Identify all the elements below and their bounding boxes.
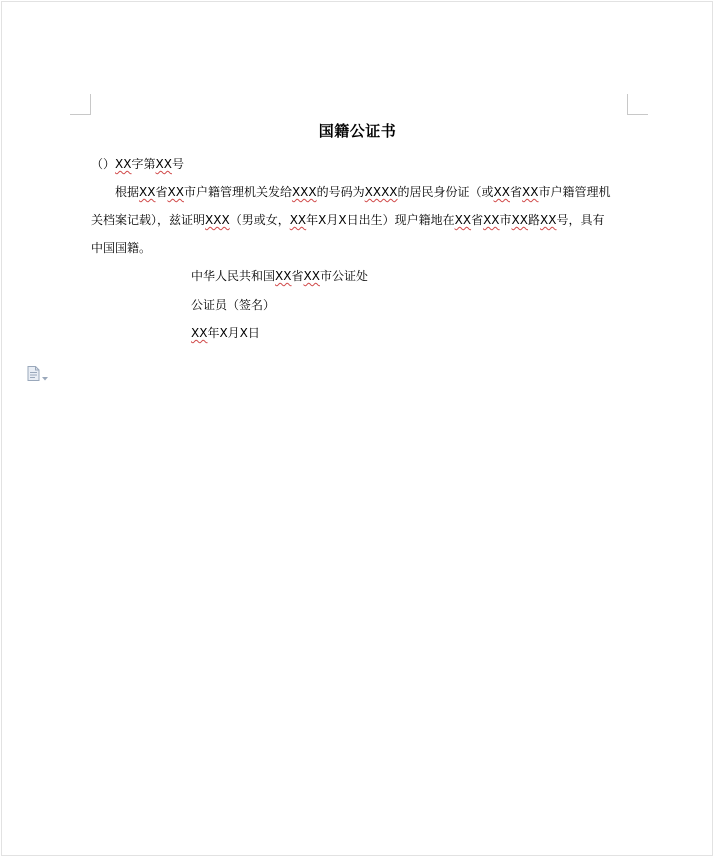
margin-corner-top-right	[627, 94, 648, 115]
body-text: 号，具有	[556, 213, 605, 227]
body-text: 的居民身份证（或	[397, 185, 494, 199]
body-text: 根据	[115, 185, 140, 199]
ref-placeholder-1: XX	[115, 157, 132, 171]
issuer-line[interactable]	[191, 268, 368, 284]
ref-suffix: 号	[171, 157, 184, 171]
placeholder-text: XX	[303, 269, 320, 283]
placeholder-text: XXX	[205, 213, 230, 227]
placeholder-text: XX	[275, 269, 292, 283]
placeholder-text: XX	[139, 185, 156, 199]
body-text: 路	[528, 213, 541, 227]
body-line-3[interactable]: 中国国籍。	[91, 241, 152, 255]
placeholder-text: XX	[522, 185, 539, 199]
body-text: 关档案记载），兹证明	[91, 213, 206, 227]
body-text: （男或女，	[229, 213, 290, 227]
body-text: 的号码为	[316, 185, 365, 199]
body-text: 年X月X日出生）现户籍地在	[306, 213, 455, 227]
body-text: 市户籍管理机关发给	[183, 185, 292, 199]
body-line-2[interactable]	[91, 212, 604, 228]
date-text: 年X月X日	[207, 326, 260, 340]
body-text: 省	[471, 213, 484, 227]
body-text: 省	[155, 185, 168, 199]
ref-placeholder-2: XX	[155, 157, 172, 171]
placeholder-text: XXXX	[364, 185, 398, 199]
body-text: 省	[510, 185, 523, 199]
chevron-down-icon	[42, 366, 48, 385]
notary-line[interactable]: 公证员（签名）	[191, 298, 276, 312]
placeholder-text: XX	[483, 213, 500, 227]
body-text: 市户籍管理机	[538, 185, 611, 199]
issuer-text: 省	[291, 269, 304, 283]
reference-number-line[interactable]	[91, 156, 184, 172]
placeholder-text: XX	[289, 213, 307, 227]
margin-corner-top-left	[70, 94, 91, 115]
document-title[interactable]: 国籍公证书	[318, 122, 397, 140]
body-line-1[interactable]	[115, 184, 610, 200]
placeholder-text: XXX	[291, 185, 317, 199]
placeholder-text: XX	[191, 326, 208, 340]
placeholder-text: XX	[493, 185, 510, 199]
ref-prefix: （）	[91, 157, 116, 171]
issuer-text: 中华人民共和国	[191, 269, 276, 283]
issuer-text: 市公证处	[319, 269, 368, 283]
date-line[interactable]	[191, 325, 260, 341]
placeholder-text: XX	[167, 185, 184, 199]
ref-middle: 字第	[131, 157, 156, 171]
placeholder-text: XX	[540, 213, 557, 227]
body-text: 市	[499, 213, 512, 227]
document-icon	[27, 366, 40, 385]
document-options-button[interactable]	[27, 367, 49, 383]
placeholder-text: XX	[454, 213, 472, 227]
placeholder-text: XX	[511, 213, 528, 227]
